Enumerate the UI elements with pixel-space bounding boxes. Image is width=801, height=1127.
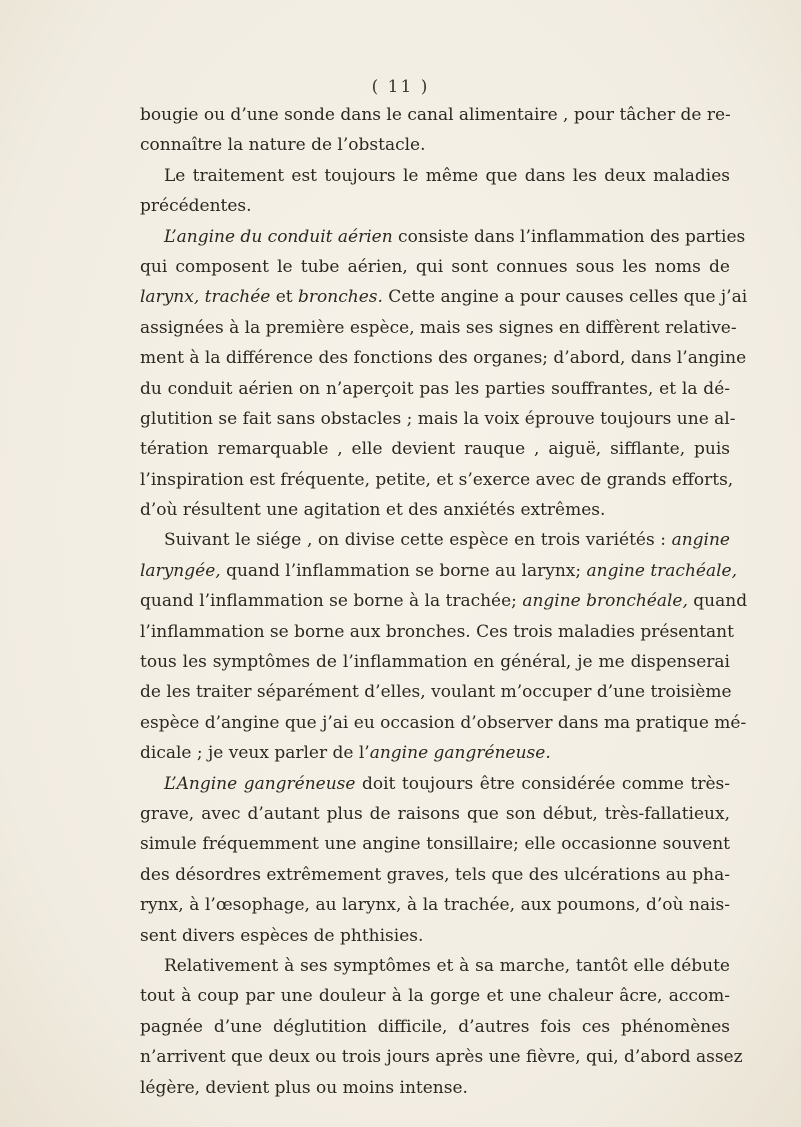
text-segment: rynx, à l’œsophage, au larynx, à la trachée, aux poumons, d’où nais-	[140, 895, 730, 916]
text-segment: quand	[687, 591, 748, 612]
text-line	[140, 1012, 730, 1042]
text-segment: grave, avec d’autant plus de raisons que son début, très-fallatieux,	[140, 803, 730, 824]
text-line	[140, 586, 748, 616]
text-segment: espèce d’angine que j’ai eu occasion d’observer dans ma pratique mé-	[140, 712, 747, 733]
text-segment: ment à la différence des fonctions des organes; d’abord, dans l’angine	[140, 348, 747, 369]
text-line	[140, 647, 730, 677]
text-segment: tération remarquable , elle devient rauque , aiguë, sifflante, puis	[140, 439, 730, 460]
text-line	[140, 100, 730, 130]
text-line	[140, 404, 736, 434]
text-segment: consiste dans l’inflammation des parties	[392, 226, 746, 247]
text-segment: Relativement à ses symptômes et à sa marche, tantôt elle débute	[164, 955, 730, 976]
text-segment: des désordres extrêmement graves, tels que des ulcérations au pha-	[140, 864, 730, 885]
page-number: ( 11 )	[371, 77, 430, 97]
text-line	[140, 708, 747, 738]
text-segment: bougie ou d’une sonde dans le canal alimentaire , pour tâcher de re-	[140, 105, 731, 125]
text-line	[140, 222, 746, 252]
body-text	[140, 100, 748, 1103]
text-segment: tous les symptômes de l’inflammation en général, je me dispenserai	[140, 652, 730, 673]
text-segment: Cette angine a pour causes celles que j’ai	[382, 287, 748, 308]
text-segment: assignées à la première espèce, mais ses signes en diffèrent relative-	[140, 317, 737, 338]
text-segment: connaître la nature de l’obstacle.	[140, 135, 426, 156]
text-line	[140, 495, 730, 525]
italic-text: L’Angine gangréneuse	[164, 773, 356, 794]
italic-text: larynx, trachée	[140, 287, 271, 308]
italic-text: angine	[671, 530, 730, 551]
text-segment: qui composent le tube aérien, qui sont connues sous les noms de	[140, 256, 730, 277]
text-segment: tout à coup par une douleur à la gorge et une chaleur âcre, accom-	[140, 986, 730, 1007]
text-line	[140, 617, 734, 647]
italic-text: laryngée,	[140, 560, 221, 581]
text-segment: n’arrivent que deux ou trois jours après une fièvre, qui, d’abord assez	[140, 1047, 743, 1068]
text-line	[140, 860, 730, 890]
text-line	[140, 890, 730, 920]
italic-text: angine trachéale,	[586, 560, 737, 581]
text-segment: quand l’inflammation se borne au larynx;	[220, 560, 587, 581]
text-line	[140, 1073, 730, 1103]
text-line	[140, 738, 730, 768]
text-line	[140, 1042, 743, 1072]
text-segment: glutition se fait sans obstacles ; mais la voix éprouve toujours une al-	[140, 408, 736, 429]
text-line	[140, 829, 730, 859]
text-segment: et	[270, 287, 299, 308]
text-line	[140, 252, 730, 282]
italic-text: angine bronchéale,	[522, 591, 688, 612]
text-line	[140, 434, 730, 464]
text-line	[140, 769, 730, 799]
text-line	[140, 556, 737, 586]
text-line	[140, 313, 737, 343]
text-segment: pagnée d’une déglutition difficile, d’autres fois ces phénomènes	[140, 1016, 730, 1037]
italic-text: angine gangréneuse.	[369, 743, 551, 764]
text-segment: d’où résultent une agitation et des anxiétés extrêmes.	[140, 500, 606, 521]
text-line	[140, 161, 730, 191]
italic-text: L’angine du conduit aérien	[164, 226, 393, 247]
text-segment: quand l’inflammation se borne à la trachée;	[140, 591, 523, 612]
text-segment: sent divers espèces de phthisies.	[140, 925, 424, 946]
text-line	[140, 921, 730, 951]
text-line	[140, 374, 730, 404]
text-line	[140, 981, 730, 1011]
text-segment: l’inspiration est fréquente, petite, et s’exerce avec de grands efforts,	[140, 469, 734, 490]
text-line	[140, 525, 730, 555]
text-segment: Le traitement est toujours le même que dans les deux maladies	[164, 165, 730, 186]
italic-text: bronches.	[298, 287, 383, 308]
text-segment: simule fréquemment une angine tonsillaire; elle occasionne souvent	[140, 834, 730, 855]
text-line	[140, 465, 734, 495]
text-line	[140, 130, 730, 160]
text-line	[140, 343, 747, 373]
text-segment: l’inflammation se borne aux bronches. Ces trois maladies présentant	[140, 621, 734, 642]
text-line	[140, 677, 730, 707]
text-line	[140, 191, 730, 221]
text-line	[140, 951, 730, 981]
text-line	[140, 799, 730, 829]
text-segment: dicale ; je veux parler de l’	[140, 743, 370, 764]
text-segment: précédentes.	[140, 196, 252, 217]
text-segment: légère, devient plus ou moins intense.	[140, 1077, 468, 1098]
text-segment: Suivant le siége , on divise cette espèce en trois variétés :	[164, 530, 672, 551]
text-segment: du conduit aérien on n’aperçoit pas les parties souffrantes, et la dé-	[140, 378, 730, 399]
text-line	[140, 282, 748, 312]
text-segment: doit toujours être considérée comme très-	[355, 773, 731, 794]
text-segment: de les traiter séparément d’elles, voulant m’occuper d’une troisième	[140, 682, 732, 703]
